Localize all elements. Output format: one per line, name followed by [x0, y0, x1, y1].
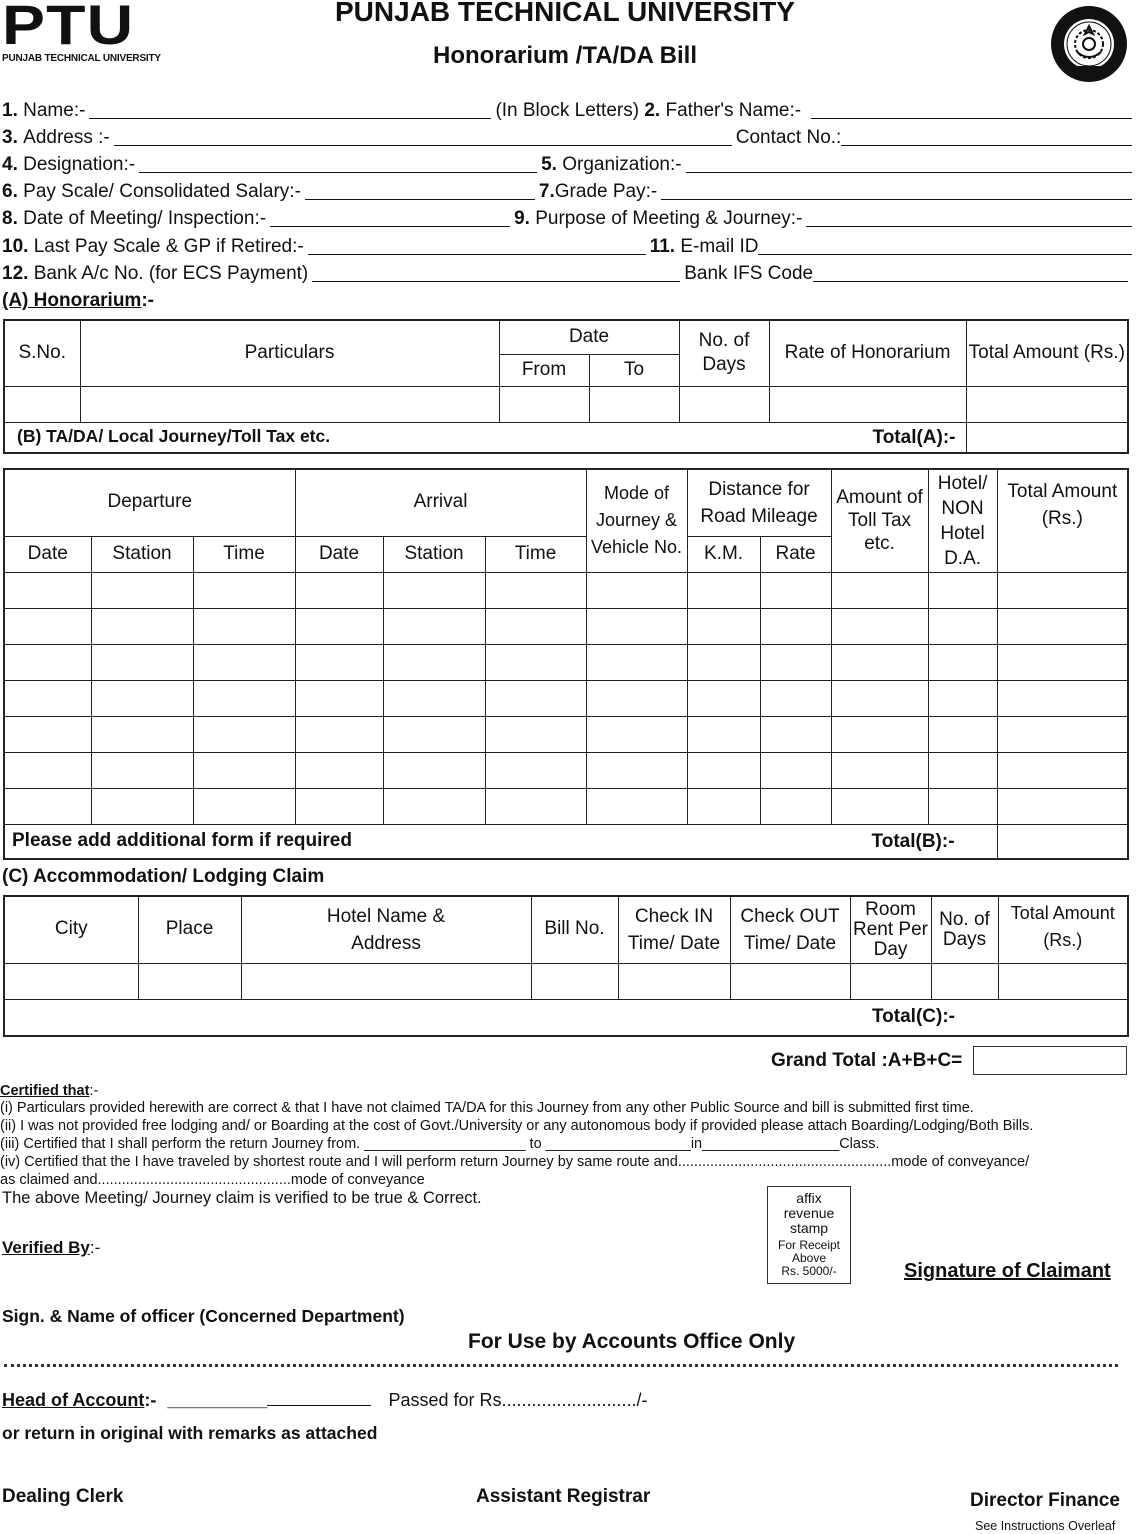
cell[interactable] — [383, 608, 485, 644]
field-number: 2. — [644, 100, 661, 121]
col-particulars: Particulars — [80, 320, 499, 386]
field-row-8 — [2, 204, 1136, 230]
cell[interactable] — [831, 608, 928, 644]
cell[interactable] — [4, 644, 91, 680]
cell[interactable] — [91, 680, 193, 716]
cell[interactable] — [586, 752, 687, 788]
cell[interactable] — [91, 644, 193, 680]
logo-subtitle: PUNJAB TECHNICAL UNIVERSITY — [2, 53, 161, 64]
cell[interactable] — [687, 680, 760, 716]
cell[interactable] — [4, 752, 91, 788]
cell[interactable] — [928, 608, 997, 644]
cell[interactable] — [730, 963, 850, 999]
cell[interactable] — [831, 644, 928, 680]
field-number: 6. — [2, 181, 18, 202]
field-number: 12. — [2, 263, 29, 284]
cell[interactable] — [760, 680, 831, 716]
col-city: City — [4, 896, 138, 963]
cell[interactable] — [769, 386, 966, 422]
cell[interactable] — [485, 644, 586, 680]
col-to: To — [589, 354, 679, 386]
return-note: or return in original with remarks as attached — [2, 1423, 378, 1443]
cell[interactable] — [831, 788, 928, 824]
cell[interactable] — [760, 716, 831, 752]
total-a-row — [4, 422, 966, 453]
name-label: Name:- — [23, 100, 86, 121]
cell[interactable] — [586, 680, 687, 716]
cell[interactable] — [91, 716, 193, 752]
cell[interactable] — [928, 644, 997, 680]
total-b-label: Total(B):- — [871, 830, 955, 852]
stamp-line: For Receipt — [777, 1238, 841, 1252]
cell[interactable] — [931, 963, 998, 999]
block-letters-note: (In Block Letters) — [495, 100, 640, 121]
cell[interactable] — [679, 386, 769, 422]
cell[interactable] — [295, 644, 383, 680]
cell[interactable] — [586, 788, 687, 824]
cell[interactable] — [4, 963, 138, 999]
cell[interactable] — [687, 644, 760, 680]
table-row — [4, 386, 1128, 422]
accommodation-table — [3, 895, 1129, 1037]
cell[interactable] — [831, 572, 928, 608]
head-of-account-row — [2, 1390, 648, 1411]
total-a-value[interactable] — [966, 422, 1128, 453]
contact-field[interactable] — [841, 127, 1132, 146]
verified-by-suffix: :- — [89, 1238, 101, 1257]
stamp-line: Above — [791, 1251, 827, 1265]
col-total: Total Amount (Rs.) — [966, 320, 1128, 386]
cell[interactable] — [485, 680, 586, 716]
col-room-rent: Room Rent Per Day — [850, 896, 931, 963]
cell[interactable] — [383, 788, 485, 824]
last-pay-field[interactable] — [308, 236, 646, 255]
university-seal-icon — [1049, 4, 1129, 84]
address-field[interactable] — [114, 127, 732, 146]
cell[interactable] — [850, 963, 931, 999]
cell[interactable] — [687, 572, 760, 608]
table-row — [4, 716, 1128, 752]
grade-pay-field[interactable] — [661, 181, 1132, 200]
designation-field[interactable] — [139, 154, 537, 173]
cell[interactable] — [4, 386, 80, 422]
cell[interactable] — [997, 788, 1128, 824]
total-a-label: Total(A):- — [872, 426, 956, 448]
officer-sign-label: Sign. & Name of officer (Concerned Department) — [2, 1306, 405, 1326]
table-row — [4, 752, 1128, 788]
grand-total-label: Grand Total :A+B+C= — [771, 1050, 963, 1071]
pay-scale-label: Pay Scale/ Consolidated Salary:- — [23, 181, 301, 202]
verified-by-label: Verified By — [2, 1238, 90, 1257]
cell[interactable] — [193, 608, 295, 644]
field-number: 5. — [541, 154, 557, 175]
section-b-heading: (B) TA/DA/ Local Journey/Toll Tax etc. — [17, 425, 331, 446]
cell[interactable] — [193, 680, 295, 716]
table-row — [4, 644, 1128, 680]
address-label: Address :- — [23, 127, 110, 148]
passed-for-label: Passed for Rs.........................../- — [388, 1390, 648, 1410]
accounts-heading: For Use by Accounts Office Only — [468, 1330, 796, 1353]
section-c-heading: (C) Accommodation/ Lodging Claim — [2, 866, 325, 887]
head-of-account-line — [267, 1405, 371, 1406]
cell[interactable] — [193, 788, 295, 824]
cell[interactable] — [383, 752, 485, 788]
meeting-date-field[interactable] — [270, 208, 510, 227]
cell[interactable] — [997, 608, 1128, 644]
cell[interactable] — [383, 644, 485, 680]
stamp-line: affix — [796, 1190, 822, 1206]
col-total-c: Total Amount (Rs.) — [998, 896, 1128, 963]
table-row — [4, 963, 1128, 999]
certification-block — [0, 1083, 1138, 1208]
assistant-registrar: Assistant Registrar — [476, 1486, 651, 1507]
col-bill-no: Bill No. — [531, 896, 618, 963]
divider — [4, 1364, 1118, 1367]
cell[interactable] — [928, 716, 997, 752]
cert-line-2: (ii) I was not provided free lodging and/ or Boarding at the cost of Govt./University or any autonomous body if provided please attach Boarding/Lodging/Both Bills. — [0, 1118, 1034, 1134]
cert-line-1: (i) Particulars provided herewith are correct & that I have not claimed TA/DA for this Journey from any other Public Source and bill is submitted first time. — [0, 1100, 974, 1116]
cert-line-3: (iii) Certified that I shall perform the return Journey from. ____________________ to __________________in_________________Class. — [0, 1136, 880, 1152]
field-row-1 — [2, 96, 1136, 122]
cell[interactable] — [295, 608, 383, 644]
cell[interactable] — [997, 680, 1128, 716]
cell[interactable] — [928, 788, 997, 824]
cell[interactable] — [586, 644, 687, 680]
cell[interactable] — [485, 572, 586, 608]
page-title: PUNJAB TECHNICAL UNIVERSITY — [335, 0, 795, 27]
signature-claimant: Signature of Claimant — [904, 1260, 1111, 1282]
cell[interactable] — [997, 716, 1128, 752]
ifsc-field[interactable] — [813, 263, 1128, 282]
pay-scale-field[interactable] — [305, 181, 535, 200]
email-label: E-mail ID — [680, 236, 759, 257]
cell[interactable] — [760, 752, 831, 788]
col-hotel-da: Hotel/ NON Hotel D.A. — [928, 469, 997, 572]
col-dep-time: Time — [193, 536, 295, 572]
cell[interactable] — [383, 680, 485, 716]
col-rate: Rate of Honorarium — [769, 320, 966, 386]
stamp-line: revenue — [783, 1205, 835, 1221]
ifsc-label: Bank IFS Code — [684, 263, 814, 284]
cell[interactable] — [485, 788, 586, 824]
table-row — [4, 788, 1128, 824]
cell[interactable] — [586, 572, 687, 608]
cell[interactable] — [295, 572, 383, 608]
footer-note: See Instructions Overleaf — [975, 1519, 1116, 1533]
field-row-4 — [2, 150, 1136, 176]
father-name-label: Father's Name:- — [665, 100, 802, 121]
col-date: Date — [499, 320, 679, 354]
field-row-6 — [2, 177, 1136, 203]
cell[interactable] — [4, 572, 91, 608]
last-pay-label: Last Pay Scale & GP if Retired:- — [33, 236, 304, 257]
cell[interactable] — [997, 752, 1128, 788]
cell[interactable] — [687, 608, 760, 644]
cell[interactable] — [687, 788, 760, 824]
col-arr-station: Station — [383, 536, 485, 572]
cell[interactable] — [589, 386, 679, 422]
cell[interactable] — [760, 608, 831, 644]
cell[interactable] — [383, 716, 485, 752]
cell[interactable] — [4, 608, 91, 644]
cell[interactable] — [618, 963, 730, 999]
col-km: K.M. — [687, 536, 760, 572]
field-row-12 — [2, 259, 1136, 285]
col-rate: Rate — [760, 536, 831, 572]
revenue-stamp-box — [767, 1186, 851, 1284]
cell[interactable] — [193, 752, 295, 788]
head-of-account-field[interactable]: __________ — [167, 1390, 268, 1410]
cell[interactable] — [687, 716, 760, 752]
cell[interactable] — [687, 752, 760, 788]
col-arr-time: Time — [485, 536, 586, 572]
cell[interactable] — [241, 963, 531, 999]
col-mode: Mode of Journey & Vehicle No. — [586, 469, 687, 572]
col-arrival: Arrival — [295, 469, 586, 536]
col-check-in: Check IN Time/ Date — [618, 896, 730, 963]
total-b-value[interactable] — [997, 824, 1128, 859]
certified-suffix: :- — [89, 1083, 99, 1099]
field-row-10 — [2, 232, 1136, 258]
email-field[interactable] — [758, 236, 1132, 255]
designation-label: Designation:- — [23, 154, 136, 175]
field-number: 9. — [514, 208, 530, 229]
section-a-suffix: :- — [141, 290, 154, 311]
meeting-date-label: Date of Meeting/ Inspection:- — [23, 208, 267, 229]
field-number: 1. — [2, 100, 18, 121]
bank-account-label: Bank A/c No. (for ECS Payment) — [33, 263, 309, 284]
cell[interactable] — [295, 788, 383, 824]
organization-label: Organization:- — [562, 154, 682, 175]
stamp-line: stamp — [789, 1220, 829, 1236]
cell[interactable] — [295, 716, 383, 752]
col-place: Place — [138, 896, 241, 963]
bank-account-field[interactable] — [312, 263, 680, 282]
col-toll: Amount of Toll Tax etc. — [831, 469, 928, 572]
table-row — [4, 680, 1128, 716]
field-number: 4. — [2, 154, 18, 175]
cell[interactable] — [383, 572, 485, 608]
cell[interactable] — [831, 680, 928, 716]
cell[interactable] — [91, 752, 193, 788]
col-check-out: Check OUT Time/ Date — [730, 896, 850, 963]
cell[interactable] — [760, 572, 831, 608]
total-b-row — [4, 824, 997, 859]
table-row — [4, 608, 1128, 644]
col-from: From — [499, 354, 589, 386]
cell[interactable] — [586, 608, 687, 644]
cell[interactable] — [997, 572, 1128, 608]
dealing-clerk: Dealing Clerk — [2, 1486, 124, 1507]
cell[interactable] — [499, 386, 589, 422]
table-row — [4, 572, 1128, 608]
cell[interactable] — [193, 644, 295, 680]
organization-field[interactable] — [686, 154, 1132, 173]
tada-table — [3, 468, 1129, 860]
cell[interactable] — [531, 963, 618, 999]
field-number: 10. — [2, 236, 29, 257]
head-of-account-label: Head of Account — [2, 1390, 145, 1410]
col-departure: Departure — [4, 469, 295, 536]
tada-rows — [4, 572, 1128, 824]
additional-form-note: Please add additional form if required — [12, 829, 352, 851]
col-sno: S.No. — [4, 320, 80, 386]
certified-title: Certified that — [0, 1083, 90, 1099]
cell[interactable] — [193, 572, 295, 608]
cell[interactable] — [928, 572, 997, 608]
cell[interactable] — [485, 608, 586, 644]
cell[interactable] — [91, 788, 193, 824]
col-days: No. of Days — [679, 320, 769, 386]
cell[interactable] — [193, 716, 295, 752]
col-dep-date: Date — [4, 536, 91, 572]
section-a-heading — [2, 290, 154, 312]
cell[interactable] — [485, 752, 586, 788]
cert-line-5: as claimed and................................................mode of conveyance — [0, 1172, 425, 1188]
cell[interactable] — [4, 788, 91, 824]
col-dep-station: Station — [91, 536, 193, 572]
father-name-field[interactable] — [811, 100, 1132, 119]
field-number: 3. — [2, 127, 18, 148]
cell[interactable] — [295, 680, 383, 716]
cell[interactable] — [485, 716, 586, 752]
col-days: No. of Days — [931, 896, 998, 963]
field-number: 7. — [538, 181, 555, 202]
cell[interactable] — [997, 644, 1128, 680]
grade-pay-label: Grade Pay:- — [554, 181, 658, 202]
total-c-label: Total(C):- — [4, 999, 1128, 1036]
verified-by — [2, 1238, 100, 1258]
cell[interactable] — [4, 680, 91, 716]
cell[interactable] — [831, 752, 928, 788]
contact-label: Contact No.: — [735, 127, 842, 148]
purpose-label: Purpose of Meeting & Journey:- — [535, 208, 803, 229]
cell[interactable] — [80, 386, 499, 422]
cell[interactable] — [928, 680, 997, 716]
field-number: 8. — [2, 208, 18, 229]
director-finance: Director Finance — [970, 1490, 1120, 1511]
certified-heading — [0, 1083, 1138, 1099]
verified-statement: The above Meeting/ Journey claim is verified to be true & Correct. — [2, 1189, 482, 1207]
cell[interactable] — [91, 572, 193, 608]
purpose-field[interactable] — [806, 208, 1132, 227]
cell[interactable] — [928, 752, 997, 788]
col-hotel-name: Hotel Name & Address — [241, 896, 531, 963]
logo-mark: PTU — [2, 0, 135, 56]
field-number: 11. — [649, 236, 676, 257]
stamp-line: Rs. 5000/- — [781, 1264, 837, 1278]
col-arr-date: Date — [295, 536, 383, 572]
cell[interactable] — [295, 752, 383, 788]
cell[interactable] — [760, 644, 831, 680]
cell[interactable] — [998, 963, 1128, 999]
field-row-3 — [2, 123, 1136, 149]
cell[interactable] — [586, 716, 687, 752]
page-subtitle: Honorarium /TA/DA Bill — [433, 42, 697, 69]
section-a-title: (A) Honorarium — [2, 290, 142, 311]
cell[interactable] — [4, 716, 91, 752]
honorarium-table — [3, 319, 1129, 454]
head-of-account-suffix: :- — [144, 1390, 157, 1410]
col-total-b: Total Amount (Rs.) — [997, 469, 1128, 572]
cell[interactable] — [760, 788, 831, 824]
cell[interactable] — [138, 963, 241, 999]
cert-line-4: (iv) Certified that the I have traveled by shortest route and I will perform return Journey by same route and.....................................................mode of conveyance/ — [0, 1154, 1030, 1170]
cell[interactable] — [966, 386, 1128, 422]
cell[interactable] — [831, 716, 928, 752]
cell[interactable] — [91, 608, 193, 644]
col-distance: Distance for Road Mileage — [687, 469, 831, 536]
grand-total-field[interactable] — [973, 1046, 1127, 1075]
name-field[interactable] — [89, 100, 491, 119]
